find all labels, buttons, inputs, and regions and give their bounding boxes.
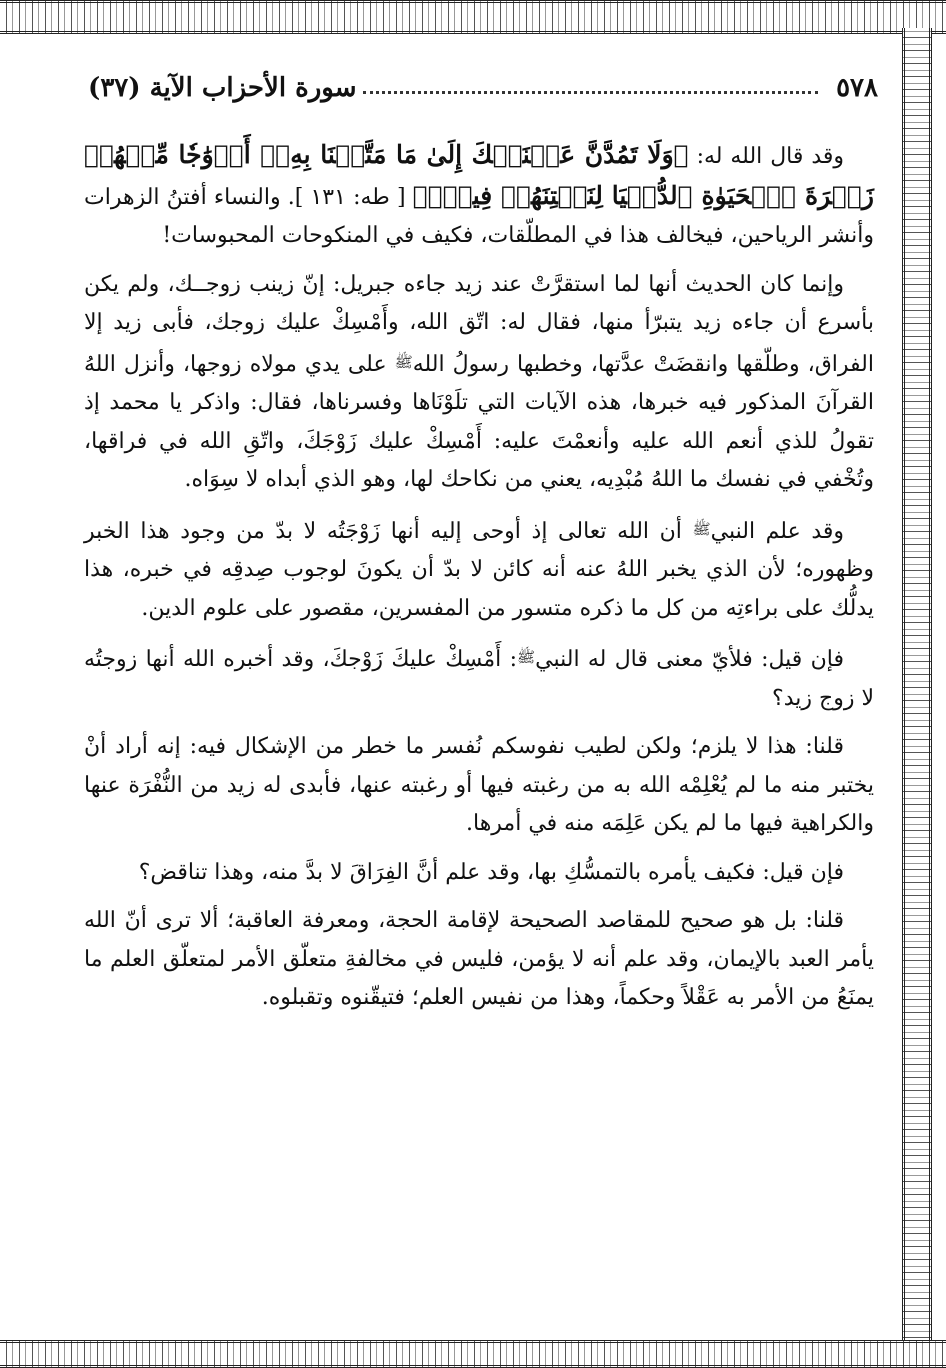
paragraph [84,854,874,893]
paragraph-text: فإن قيل: فكيف يأمره بالتمسُّكِ بها، وقد علم أنَّ الفِرَاقَ لا بدَّ منه، وهذا تناقض؟ [138,859,844,885]
paragraph-text: [ طه: ١٣١ ]. والنساء أفتنُ الزهرات وأنشر الرياحين، فيخالف هذا في المطلّقات، فكيف في المنكوحات المحبوسات! [84,184,874,248]
dotted-leader [363,91,819,94]
paragraph-text: وقد علم النبي [710,518,845,544]
running-header [88,66,878,110]
paragraph-text: على يدي مولاه زوجها، وأنزل اللهُ القرآنَ المذكور فيه خبرها، هذه الآيات التي تلَوْنَاها وفسرناها، فقال: واذكر يا محمد إذ تقولُ للذي أنعم الله عليه وأنعمْتَ عليه: أَمْسِكْ عليك زَوْجَكَ، واتّقِ الله في فراقها، وتُخْفي في نفسك ما اللهُ مُبْدِيه، يعني من نكاحك لها، وهو الذي أبداه لا سِوَاه. [84,351,874,492]
page-body [84,136,874,1028]
paragraph [84,638,874,718]
page-number: ٥٧٨ [836,73,878,103]
page-border-right [902,28,932,1344]
paragraph [84,136,874,256]
paragraph-text: فإن قيل: فلأيّ معنى قال له النبي [535,647,844,672]
paragraph [84,728,874,844]
paragraph-text: قلنا: هذا لا يلزم؛ ولكن لطيب نفوسكم نُفسر ما خطر من الإشكال فيه: إنه أراد أنْ يختبر منه ما لم يُعْلِمْه الله به من رغبته فيها أو رغبته عنها، فأبدى له زيد من النُّفْرَة عنها والكراهية فيها ما لم يكن عَلِمَه منه في أمرها. [84,734,874,836]
surah-title: سورة الأحزاب الآية (٣٧) [88,73,357,103]
paragraph-text: أن الله تعالى إذ أوحى إليه أنها زَوْجَتُه لا بدّ من وجود هذا الخبر وظهوره؛ لأن الذي يخبر اللهُ عنه أنه كائن لا بدّ أن يكونَ لوجوب صِدقِه في خبره، هذا يدلُّك على براءتِه من كل ما ذكره متسور من المفسرين، مقصور على علوم الدين. [84,518,874,621]
salawat-glyph: ﷺ [394,352,413,371]
salawat-glyph: ﷺ [692,519,711,538]
page-border-bottom [0,1340,946,1368]
paragraph [84,266,874,500]
paragraph-text: : أَمْسِكْ عليكَ زَوْجكَ، وقد أخبره الله أنها زوجتُه لا زوج زيد؟ [84,647,874,711]
paragraph-text: وإنما كان الحديث أنها لما استقرَّتْ عند زيد جاءه جبريل: إنّ زينب زوجــك، ولم يكن بأسرع أن جاءه زيد يتبرّأ منها، فقال له: اتّق الله، وأَمْسِكْ عليك زوجك، فأبى زيد إلا الفراق، وطلّقها وانقضَتْ عدَّتها، وخطبها رسولُ الله [84,271,874,377]
paragraph-text: وقد قال الله له: [688,144,845,169]
paragraph [84,902,874,1018]
page-border-top [0,0,946,34]
paragraph-text: قلنا: بل هو صحيح للمقاصد الصحيحة لإقامة الحجة، ومعرفة العاقبة؛ ألا ترى أنّ الله يأمر العبد بالإيمان، وقد علم أنه لا يؤمن، فليس في مخالفةِ متعلّق الأمر لمتعلّق العلم ما يمنَعُ من الأمر به عَقْلاً وحكماً، وهذا من نفيس العلم؛ فتيقّنوه وتقبلوه. [84,908,874,1010]
paragraph [84,510,874,629]
salawat-glyph: ﷺ [517,648,536,666]
quran-verse: ﴿وَلَا تَمُدَّنَّ عَيۡنَيۡكَ إِلَىٰ مَا مَتَّعۡنَا بِهِۦٓ أَزۡوَٰجٗا مِّنۡهُمۡ زَهۡرَةَ ٱلۡحَيَوٰةِ ٱلدُّنۡيَا لِنَفۡتِنَهُمۡ فِيهِۚ﴾ [84,140,874,210]
